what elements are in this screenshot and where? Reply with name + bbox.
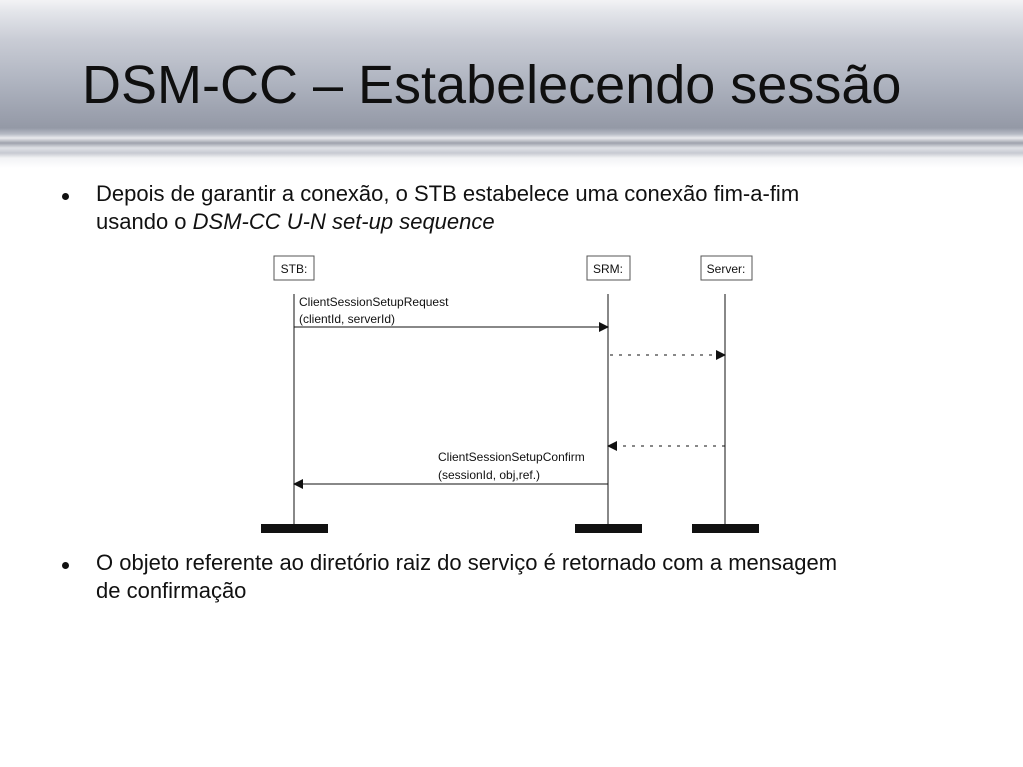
bullet-dot-icon xyxy=(62,562,69,569)
participant-server xyxy=(701,256,752,280)
slide-title: DSM-CC – Estabelecendo sessão xyxy=(82,55,902,115)
bullet-dot-icon xyxy=(62,193,69,200)
termination-bar-server xyxy=(692,524,759,533)
bullet-text-line1: Depois de garantir a conexão, o STB estabelece uma conexão fim-a-fim xyxy=(96,181,800,206)
participant-stb-label: STB: xyxy=(280,262,308,276)
request-message-label-line2: (clientId, serverId) xyxy=(299,312,396,326)
participant-stb xyxy=(274,256,314,280)
bullet-text-line2-italic: DSM-CC U-N set-up sequence xyxy=(192,209,495,234)
bullet-list-top xyxy=(60,180,976,236)
bullet-text-line2-prefix: usando o xyxy=(96,209,193,234)
bullet-text-line2: de confirmação xyxy=(96,578,247,603)
confirm-message-label-line2: (sessionId, obj,ref.) xyxy=(438,468,541,482)
participant-server-label: Server: xyxy=(706,262,746,276)
termination-bar-srm xyxy=(575,524,642,533)
participant-srm xyxy=(587,256,630,280)
termination-bar-stb xyxy=(261,524,328,533)
request-message-label-line1: ClientSessionSetupRequest xyxy=(299,295,449,309)
participant-srm-label: SRM: xyxy=(593,262,623,276)
bullet-item-connection xyxy=(60,180,976,236)
bullet-text-line1: O objeto referente ao diretório raiz do serviço é retornado com a mensagem xyxy=(96,550,838,575)
bullet-item-root-directory xyxy=(60,549,976,605)
confirm-message-label-line1: ClientSessionSetupConfirm xyxy=(438,450,585,464)
sequence-diagram xyxy=(255,252,765,537)
bullet-list-bottom xyxy=(60,549,976,605)
